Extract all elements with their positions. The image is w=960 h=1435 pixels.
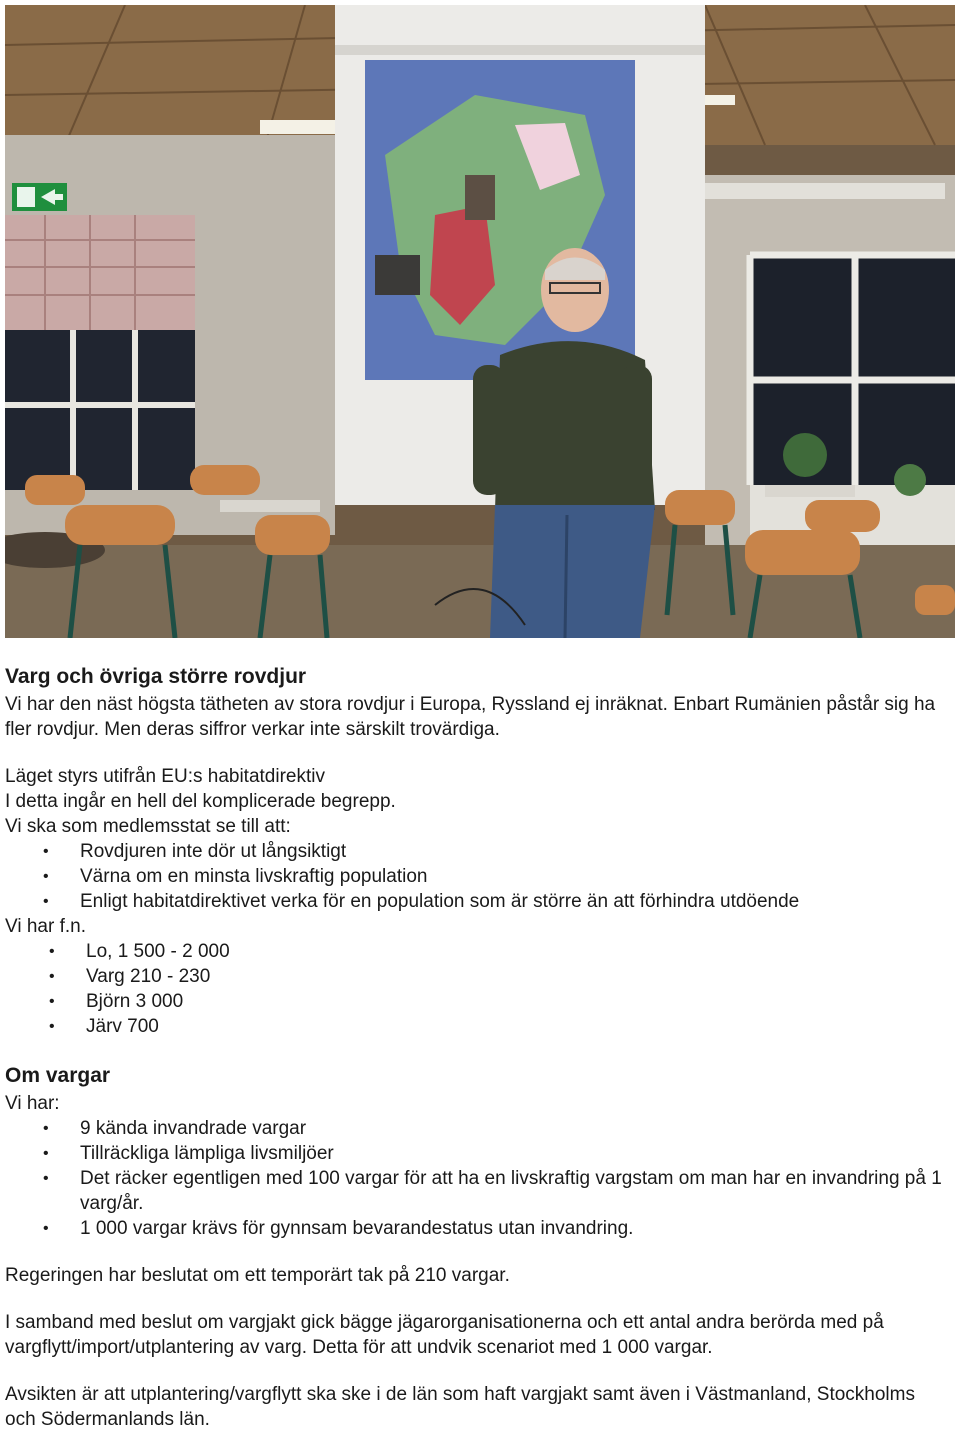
spacer: [5, 1241, 950, 1263]
paragraph-government-cap: Regeringen har beslutat om ett temporärt tak på 210 vargar.: [5, 1265, 510, 1286]
spacer: [5, 1360, 950, 1382]
list-item: • Rovdjuren inte dör ut långsiktigt: [5, 839, 950, 864]
list-item: • Värna om en minsta livskraftig population: [5, 864, 950, 889]
wolf-facts-list: [5, 1116, 950, 1241]
list-item: • Järv 700: [5, 1014, 950, 1039]
article-body: [5, 662, 950, 1432]
paragraph-habitat-directive: Läget styrs utifrån EU:s habitatdirektiv: [5, 766, 325, 787]
list-item: • Lo, 1 500 - 2 000: [5, 939, 950, 964]
paragraph-density: Vi har den näst högsta tätheten av stora rovdjur i Europa, Ryssland ej inräknat. Enbart Rumänien påstår sig ha fler rovdjur. Men deras siffror verkar inte särskilt trovärdiga.: [5, 694, 936, 740]
paragraph-relocation: Avsikten är att utplantering/vargflytt ska ske i de län som haft vargjakt samt även i Västmanland, Stockholms och Södermanlands län.: [5, 1384, 915, 1430]
spacer: [5, 742, 950, 764]
list-item: • Varg 210 - 230: [5, 964, 950, 989]
paragraph-intro: Vi har:: [5, 1093, 60, 1114]
predator-counts-list: [5, 939, 950, 1039]
list-item: • 1 000 vargar krävs för gynnsam bevarandestatus utan invandring.: [5, 1216, 950, 1241]
section-heading-vargar: Om vargar: [5, 1064, 111, 1087]
list-item: • Det räcker egentligen med 100 vargar för att ha en livskraftig vargstam om man har en invandring på 1 varg/år.: [5, 1166, 950, 1216]
paragraph-member-state: Vi ska som medlemsstat se till att:: [5, 816, 291, 837]
list-item: • Björn 3 000: [5, 989, 950, 1014]
spacer: [5, 1039, 950, 1061]
spacer: [5, 1288, 950, 1310]
list-item: • 9 kända invandrade vargar: [5, 1116, 950, 1141]
paragraph-hunting-decision: I samband med beslut om vargjakt gick bägge jägarorganisationerna och ett antal andra berörda med på vargflytt/import/utplantering av varg. Detta för att undvik scenariot med 1 000 vargar.: [5, 1312, 884, 1358]
list-item: • Enligt habitatdirektivet verka för en population som är större än att förhindra utdöende: [5, 889, 950, 914]
paragraph-concepts: I detta ingår en hell del komplicerade begrepp.: [5, 791, 396, 812]
exit-sign-icon: [12, 183, 67, 211]
presentation-photo: [5, 5, 955, 638]
member-state-duties-list: [5, 839, 950, 914]
list-item: • Tillräckliga lämpliga livsmiljöer: [5, 1141, 950, 1166]
section-heading-rovdjur: Varg och övriga större rovdjur: [5, 665, 307, 688]
paragraph-current-numbers: Vi har f.n.: [5, 916, 86, 937]
